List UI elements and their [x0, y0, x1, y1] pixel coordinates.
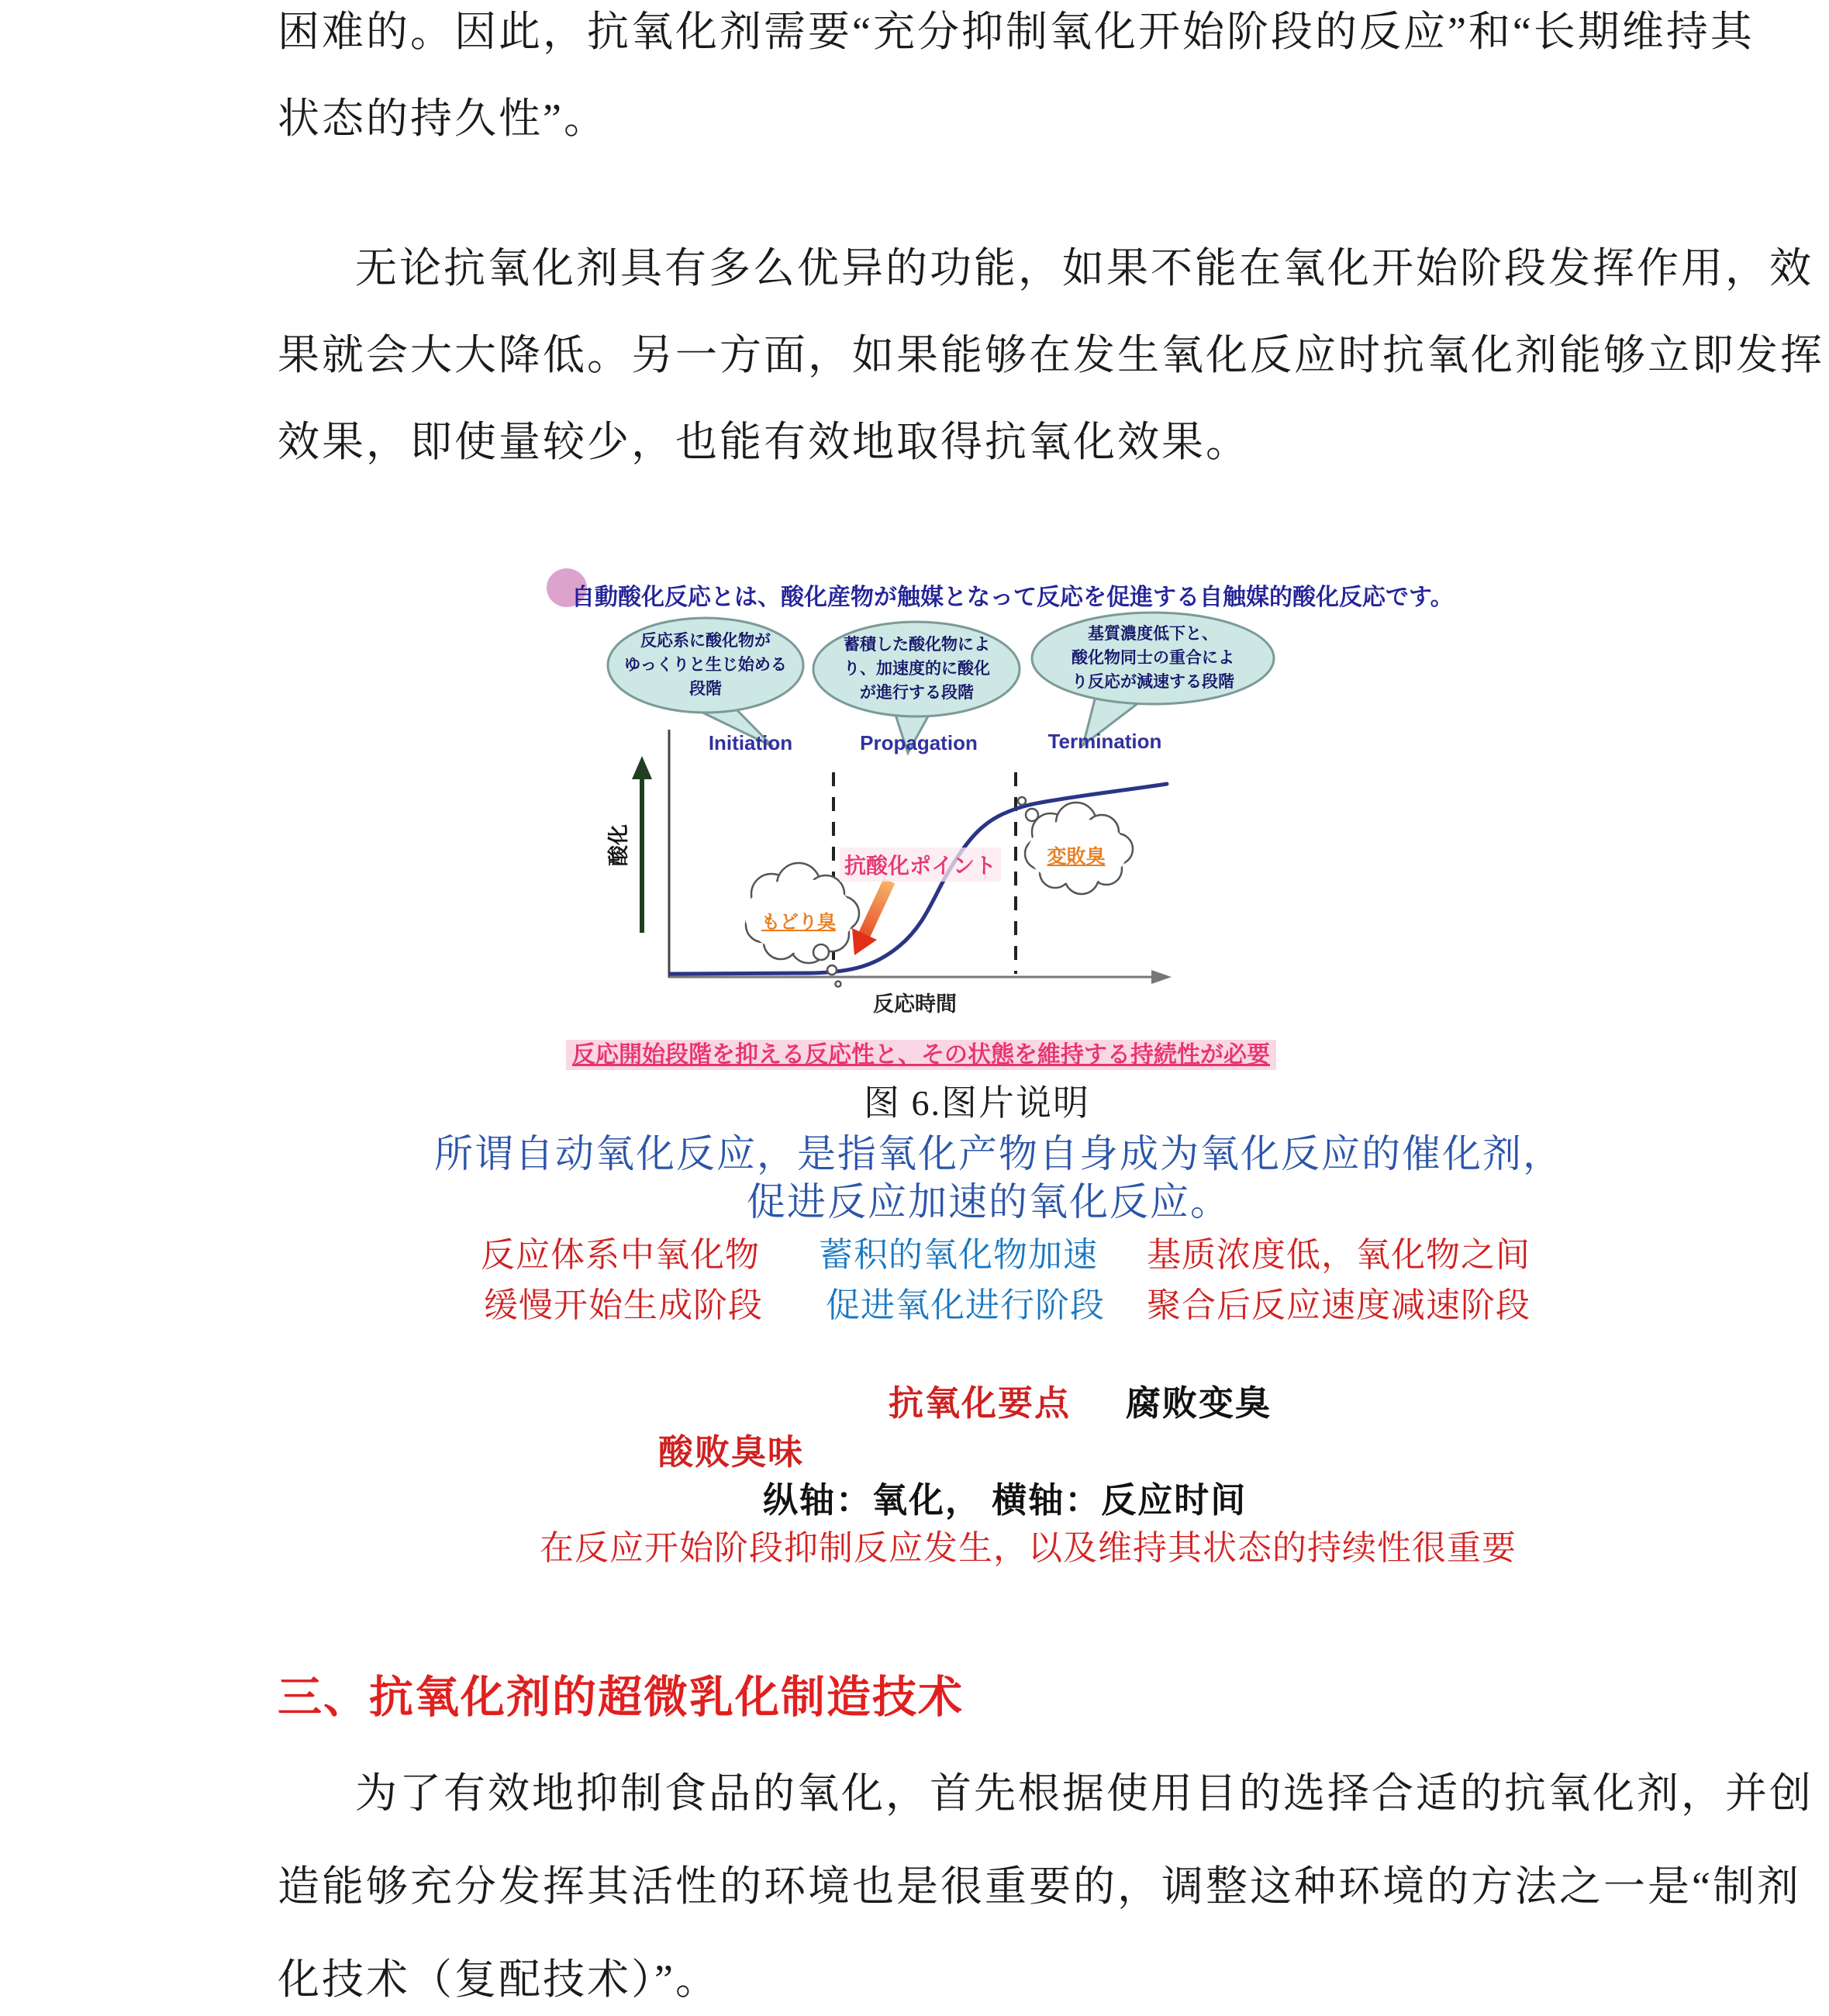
return-odor-label: もどり臭 [761, 912, 836, 933]
paragraph3-line2: 造能够充分发挥其活性的环境也是很重要的，调整这种环境的方法之一是“制剂 [278, 1863, 1801, 1910]
phase-label-termination: Termination [1047, 730, 1162, 753]
figure-footer-translation: 在反应开始阶段抑制反应发生，以及维持其状态的持续性很重要 [540, 1529, 1517, 1567]
bubble-line: 反応系に酸化物が [640, 632, 771, 650]
paragraph3-line1: 为了有效地抑制食品的氧化，首先根据使用目的选择合适的抗氧化剂，并创 [355, 1770, 1813, 1817]
bubble-line: 酸化物同士の重合によ [1072, 649, 1234, 667]
axis-translation-note: 纵轴：氧化， 横轴：反应时间 [763, 1481, 1248, 1520]
column1-row1: 反应体系中氧化物 [481, 1236, 760, 1274]
y-axis-label: 酸化 [607, 824, 630, 866]
antioxidation-arrow-shaft [864, 881, 889, 934]
bubble-line: り、加速度的に酸化 [844, 660, 990, 678]
antioxidation-point-translation: 抗氧化要点 [889, 1384, 1072, 1423]
oxidation-up-arrowhead [632, 756, 652, 779]
column2-row1: 蓄积的氧化物加速 [819, 1236, 1098, 1274]
rancid-odor-translation: 酸败臭味 [658, 1433, 805, 1472]
paragraph2-line3: 效果，即使量较少，也能有效地取得抗氧化效果。 [278, 419, 1250, 465]
bubble-line: 段階 [689, 680, 722, 698]
antioxidation-point-label: 抗酸化ポイント [840, 847, 1001, 882]
paragraph3-line3: 化技术（复配技术）”。 [278, 1956, 720, 2003]
phase-label-propagation: Propagation [860, 731, 978, 754]
bubble-initiation-text [609, 629, 802, 701]
figure-autoxidation-diagram [508, 568, 1454, 1086]
column1-row2: 缓慢开始生成阶段 [484, 1286, 763, 1324]
phase-label-initiation: Initiation [708, 731, 793, 754]
bubble-line: 基質濃度低下と、 [1088, 625, 1218, 643]
column3-row1: 基质浓度低，氧化物之间 [1147, 1236, 1530, 1274]
bubble-line: 蓄積した酸化物によ [844, 636, 990, 654]
translation-blue-line2: 促进反应加速的氧化反应。 [747, 1180, 1230, 1224]
bubble-termination-text [1033, 622, 1273, 694]
bubble-line: が進行する段階 [860, 684, 974, 702]
figure-title: 自動酸化反応とは、酸化産物が触媒となって反応を促進する自触媒的酸化反応です。 [571, 585, 1454, 610]
bubble-propagation-text [814, 633, 1020, 705]
paragraph1-line2: 状态的持久性”。 [278, 95, 608, 142]
figure-caption: 图 6.图片说明 [864, 1083, 1090, 1123]
figure-footer-text: 反応開始段階を抑える反応性と、その状態を維持する持続性が必要 [566, 1040, 1276, 1070]
bubble-line: ゆっくりと生じ始める [624, 656, 787, 674]
bubble-line: り反応が減速する段階 [1072, 673, 1234, 691]
paragraph2-line1: 无论抗氧化剂具有多么优异的功能，如果不能在氧化开始阶段发挥作用，效 [355, 245, 1813, 292]
translation-blue-line1: 所谓自动氧化反应，是指氧化产物自身成为氧化反应的催化剂， [434, 1132, 1563, 1175]
paragraph1-line1: 困难的。因此，抗氧化剂需要“充分抑制氧化开始阶段的反应”和“长期维持其 [278, 9, 1755, 55]
column3-row2: 聚合后反应速度减速阶段 [1147, 1286, 1530, 1324]
spoilage-odor-translation: 腐败变臭 [1126, 1384, 1272, 1423]
x-axis-label: 反応時間 [873, 992, 957, 1016]
section-heading: 三、抗氧化剂的超微乳化制造技术 [278, 1673, 964, 1722]
figure-footer-banner [566, 1035, 1270, 1069]
paragraph2-line2: 果就会大大降低。另一方面，如果能够在发生氧化反应时抗氧化剂能够立即发挥 [278, 332, 1824, 378]
column2-row2: 促进氧化进行阶段 [826, 1286, 1105, 1324]
spoilage-odor-label: 変敗臭 [1047, 846, 1106, 868]
x-axis-arrowhead [1151, 970, 1172, 984]
